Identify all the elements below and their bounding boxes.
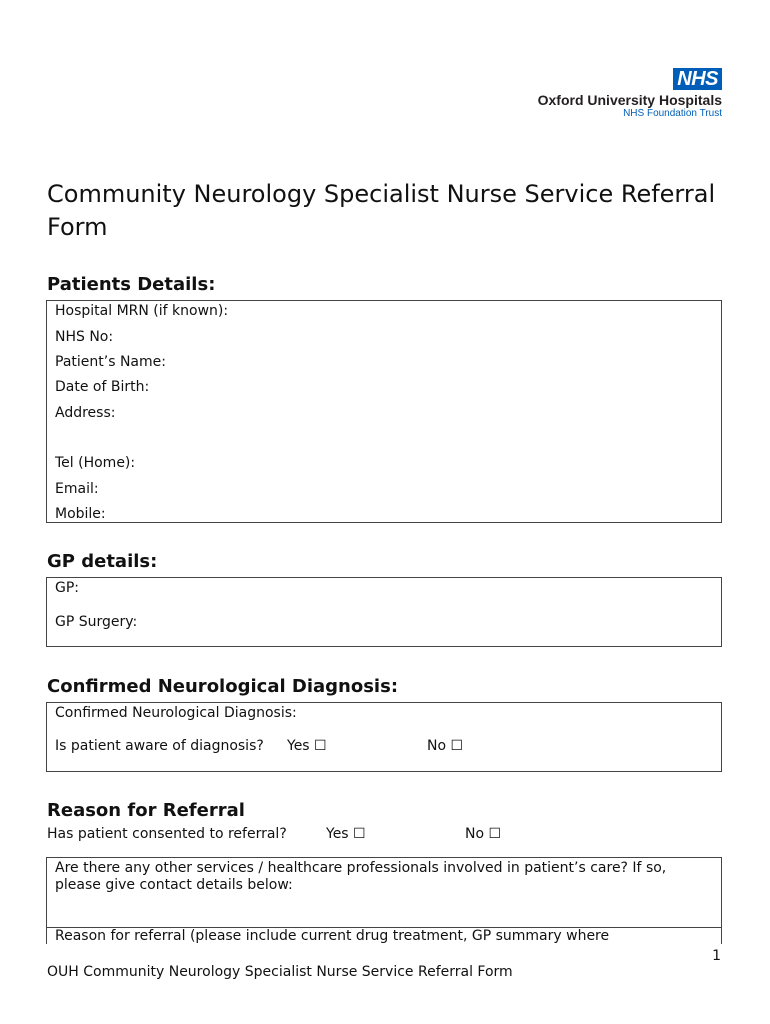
- aware-yes-checkbox[interactable]: Yes ☐: [287, 738, 327, 754]
- patient-details-heading: Patients Details:: [47, 274, 216, 295]
- other-services-box: [46, 857, 722, 928]
- other-services-field[interactable]: Are there any other services / healthcare professionals involved in patient’s care? If so, please give contact details below:: [55, 860, 667, 893]
- reason-for-referral-heading: Reason for Referral: [47, 800, 245, 821]
- org-name: Oxford University Hospitals: [537, 92, 722, 108]
- consent-question: Has patient consented to referral?: [47, 826, 287, 842]
- nhs-no-field[interactable]: NHS No:: [55, 329, 114, 345]
- consent-no-checkbox[interactable]: No ☐: [465, 826, 502, 842]
- gp-details-box: [46, 577, 722, 647]
- reason-box: [46, 927, 722, 944]
- mobile-field[interactable]: Mobile:: [55, 506, 106, 522]
- reason-field[interactable]: Reason for referral (please include current drug treatment, GP summary where: [55, 928, 610, 944]
- gp-field[interactable]: GP:: [55, 580, 80, 596]
- page-number: 1: [712, 948, 721, 964]
- gp-surgery-field[interactable]: GP Surgery:: [55, 614, 138, 630]
- page-title: Community Neurology Specialist Nurse Service Referral Form: [47, 180, 716, 241]
- diagnosis-heading: Confirmed Neurological Diagnosis:: [47, 676, 399, 697]
- tel-home-field[interactable]: Tel (Home):: [55, 455, 136, 471]
- address-field[interactable]: Address:: [55, 405, 116, 421]
- email-field[interactable]: Email:: [55, 481, 99, 497]
- aware-of-diagnosis-question: Is patient aware of diagnosis?: [55, 738, 264, 754]
- date-of-birth-field[interactable]: Date of Birth:: [55, 379, 150, 395]
- mrn-field[interactable]: Hospital MRN (if known):: [55, 303, 229, 319]
- diagnosis-box: [46, 702, 722, 772]
- consent-yes-checkbox[interactable]: Yes ☐: [326, 826, 366, 842]
- gp-details-heading: GP details:: [47, 551, 158, 572]
- aware-no-checkbox[interactable]: No ☐: [427, 738, 464, 754]
- nhs-logo: NHS: [673, 68, 722, 90]
- patient-name-field[interactable]: Patient’s Name:: [55, 354, 166, 370]
- footer: OUH Community Neurology Specialist Nurse Service Referral Form: [47, 964, 513, 980]
- org-subtitle: NHS Foundation Trust: [623, 108, 722, 119]
- oxford-university-hospitals-logo: [502, 68, 722, 120]
- patient-details-box: [46, 300, 722, 523]
- diagnosis-field[interactable]: Confirmed Neurological Diagnosis:: [55, 705, 297, 721]
